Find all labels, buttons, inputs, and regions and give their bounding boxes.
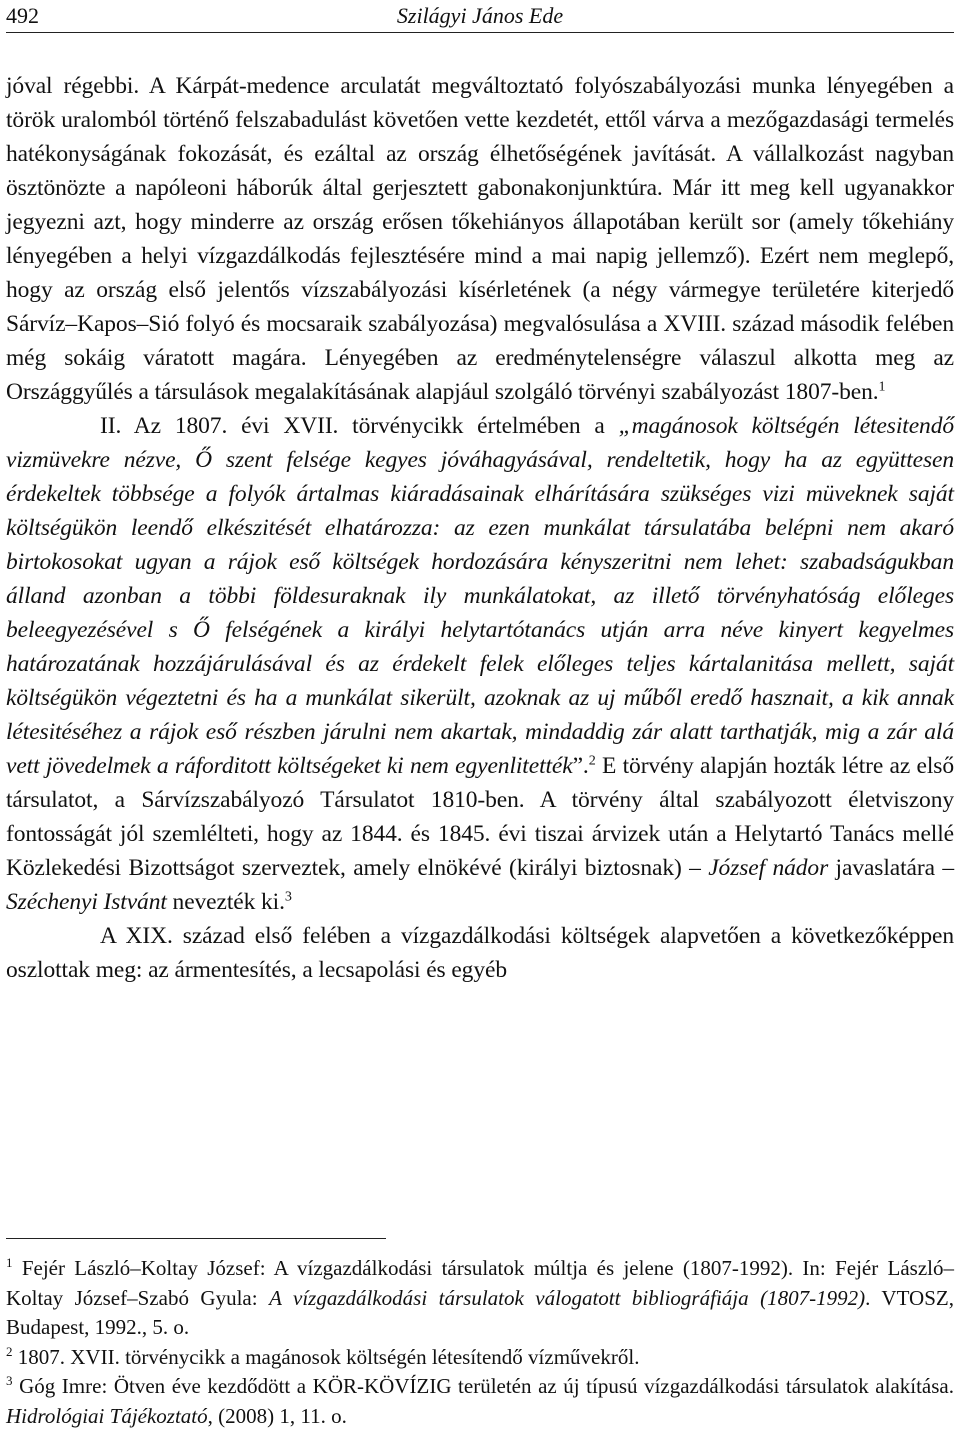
paragraph-2	[6, 409, 954, 919]
footnote-3-text-a: Góg Imre: Ötven éve kezdődött a KÖR-KÖVÍZIG területén az új típusú vízgazdálkodási társulatok alakítása.	[12, 1374, 954, 1398]
paragraph-2-text-a: II. Az 1807. évi XVII. törvénycikk értelmében a	[100, 413, 619, 439]
footnote-3	[6, 1372, 954, 1431]
footnote-1-title: A vízgazdálkodási társulatok válogatott bibliográfiája (1807-1992)	[269, 1285, 866, 1310]
person-name-jozsef-nador: József nádor	[708, 855, 829, 881]
paragraph-3	[6, 919, 954, 987]
header-rule	[6, 32, 954, 33]
paragraph-1	[6, 69, 954, 409]
footnote-separator	[6, 1238, 386, 1239]
footnote-ref-1[interactable]: 1	[878, 378, 886, 395]
page-number: 492	[6, 3, 39, 28]
running-head: Szilágyi János Ede	[396, 3, 564, 28]
main-text	[6, 69, 954, 987]
footnote-3-text-b: , (2008) 1, 11. o.	[207, 1403, 347, 1428]
footnote-2-text: 1807. XVII. törvénycikk a magánosok költségén létesítendő vízművekről.	[12, 1344, 640, 1369]
footnotes	[6, 1254, 954, 1431]
footnote-1	[6, 1254, 954, 1343]
law-quotation: „magánosok költségén létesitendő vizmüvekre nézve, Ő szent felsége kegyes jóváhagyásával, rendeltetik, hogy ha az együttesen érdekeltek többsége a folyók ártalmas kiáradásainak elhárítására szükséges vizi müveknek saját költségükön leendő elkészitését elhatározza: az ezen munkálat társulatába belépni nem akaró birtokosokat ugyan a rájok eső költségek hordozására kényszeritni nem lehet: szabadságukban álland azonban a többi földesuraknak ily munkálatokat, az illető törvényhatóság előleges beleegyezésével s Ő felségének a királyi helytartótanács utján arra néve kinyert kegyelmes határozatának hozzájárulásával és az érdekelt felek előleges teljes kártalanitása mellett, saját költségükön végeztetni és ha a munkálat sikerült, azoknak az uj műből eredő hasznait, a kik annak létesitéséhez a rájok eső részben járulni nem akartak, mindaddig zár alatt tarthatják, mig a zár alá vett jövedelmek a ráforditott költségeket ki nem egyenlitették	[6, 413, 954, 779]
footnote-3-number: 3	[6, 1373, 13, 1389]
paragraph-2-text-d: nevezték ki.	[166, 889, 285, 915]
footnote-2-number: 2	[6, 1343, 13, 1359]
person-name-szechenyi: Széchenyi Istvánt	[6, 889, 167, 915]
paragraph-2-text-c: javaslatára –	[828, 855, 954, 881]
footnote-ref-3[interactable]: 3	[284, 888, 292, 905]
paragraph-1-text: jóval régebbi. A Kárpát-medence arculatát megváltoztató folyószabályozási munka lényegében a török uralomból történő felszabadulást követően vette kezdetét, ettől várva a mezőgazdasági termelés hatékonyságának fokozását, és ezáltal az ország élhetőségének javítását. A vállalkozást nagyban ösztönözte a napóleoni háborúk által gerjesztett gabonakonjunktúra. Már itt meg kell ugyanakkor jegyezni azt, hogy minderre az ország erősen tőkehiányos állapotában került sor (amely tőkehiány lényegében a helyi vízgazdálkodás fejlesztésére mind a mai napig jellemző). Ezért nem meglepő, hogy az ország első jelentős vízszabályozási kísérletének (a négy vármegye területére kiterjedő Sárvíz–Kapos–Sió folyó és mocsaraik szabályozása) megvalósulása a XVIII. század második felében még sokáig váratott magára. Lényegében az eredménytelenségre válaszul alkotta meg az Országgyűlés a társulások megalakításának alapjául szolgáló törvényi szabályozást 1807-ben.	[6, 73, 954, 405]
page-header	[6, 0, 954, 30]
footnote-1-text-a: Fejér László–Koltay József: A vízgazdálkodási társulatok múltja és jelene (1807-1992). In: Fejér László–Koltay József–Szabó Gyula:	[6, 1256, 954, 1310]
paragraph-2-text-b: E törvény alapján hozták létre az első társulatot, a Sárvízszabályozó Társulatot 1810-ben. A törvény által szabályozott életviszony fontosságát jól szemlélteti, hogy az 1844. és 1845. évi tiszai árvizek után a Helytartó Tanács mellé Közlekedési Bizottságot szerveztek, amely elnökévé (királyi biztosnak) –	[6, 753, 954, 881]
paragraph-3-text: A XIX. század első felében a vízgazdálkodási költségek alapvetően a következőképpen oszlottak meg: az ármentesítés, a lecsapolási és egyéb	[6, 923, 954, 983]
footnote-1-number: 1	[6, 1255, 13, 1271]
footnote-3-journal: Hidrológiai Tájékoztató	[6, 1403, 208, 1428]
footnote-1-text-b: . VTOSZ, Budapest, 1992., 5. o.	[6, 1285, 954, 1339]
footnote-2	[6, 1343, 954, 1373]
quote-close: ”.	[572, 753, 589, 779]
footnote-ref-2[interactable]: 2	[588, 752, 596, 769]
